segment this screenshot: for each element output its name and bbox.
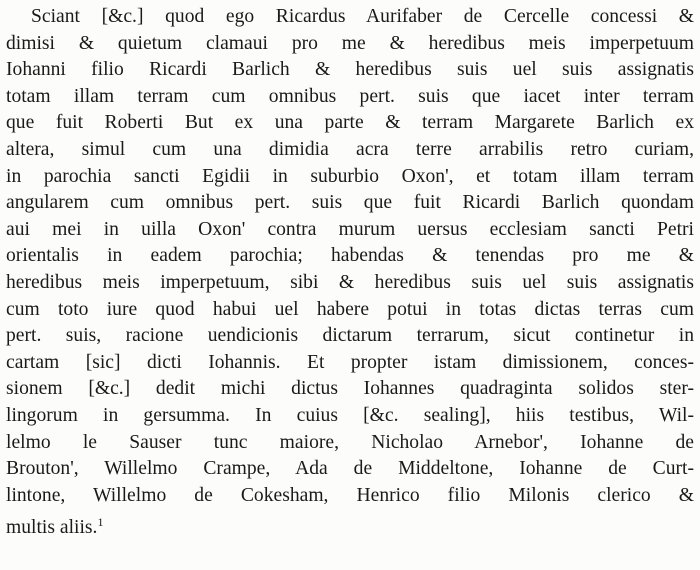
text-line: cum toto iure quod habui uel habere potui in totas dictas terras cum: [6, 298, 694, 320]
text-line: Iohanni filio Ricardi Barlich & heredibus suis uel suis assignatis: [6, 59, 694, 81]
text-line: in parochia sancti Egidii in suburbio Oxon', et totam illam terram: [6, 165, 694, 187]
text-line: aui mei in uilla Oxon' contra murum uersus ecclesiam sancti Petri: [6, 218, 694, 240]
text-line: angularem cum omnibus pert. suis que fuit Ricardi Barlich quondam: [6, 192, 694, 214]
text-line: altera, simul cum una dimidia acra terre arrabilis retro curiam,: [6, 138, 694, 160]
text-line-last: [6, 509, 694, 539]
text-line: Sciant [&c.] quod ego Ricardus Aurifaber de Cercelle concessi &: [31, 6, 694, 27]
text-line: lelmo le Sauser tunc maiore, Nicholao Arnebor', Iohanne de: [6, 431, 694, 453]
text-line-last-content: multis aliis.: [6, 517, 98, 539]
text-line: cartam [sic] dicti Iohannis. Et propter istam dimissionem, conces-: [6, 351, 694, 373]
footnote-marker[interactable]: 1: [97, 515, 104, 530]
text-line: pert. suis, racione uendicionis dictarum terrarum, sicut continetur in: [6, 325, 694, 347]
text-line: lintone, Willelmo de Cokesham, Henrico filio Milonis clerico &: [6, 484, 694, 506]
text-line: que fuit Roberti But ex una parte & terram Margarete Barlich ex: [6, 112, 694, 134]
text-line: orientalis in eadem parochia; habendas & tenendas pro me &: [6, 245, 694, 267]
text-line: sionem [&c.] dedit michi dictus Iohannes quadraginta solidos ster-: [6, 378, 694, 400]
text-line: Brouton', Willelmo Crampe, Ada de Middeltone, Iohanne de Curt-: [6, 458, 694, 480]
text-line: dimisi & quietum clamaui pro me & heredibus meis imperpetuum: [6, 32, 694, 54]
text-line: heredibus meis imperpetuum, sibi & heredibus suis uel suis assignatis: [6, 271, 694, 293]
charter-passage: [6, 4, 694, 539]
text-line: totam illam terram cum omnibus pert. suis que iacet inter terram: [6, 85, 694, 107]
text-line: lingorum in gersumma. In cuius [&c. sealing], hiis testibus, Wil-: [6, 404, 694, 426]
